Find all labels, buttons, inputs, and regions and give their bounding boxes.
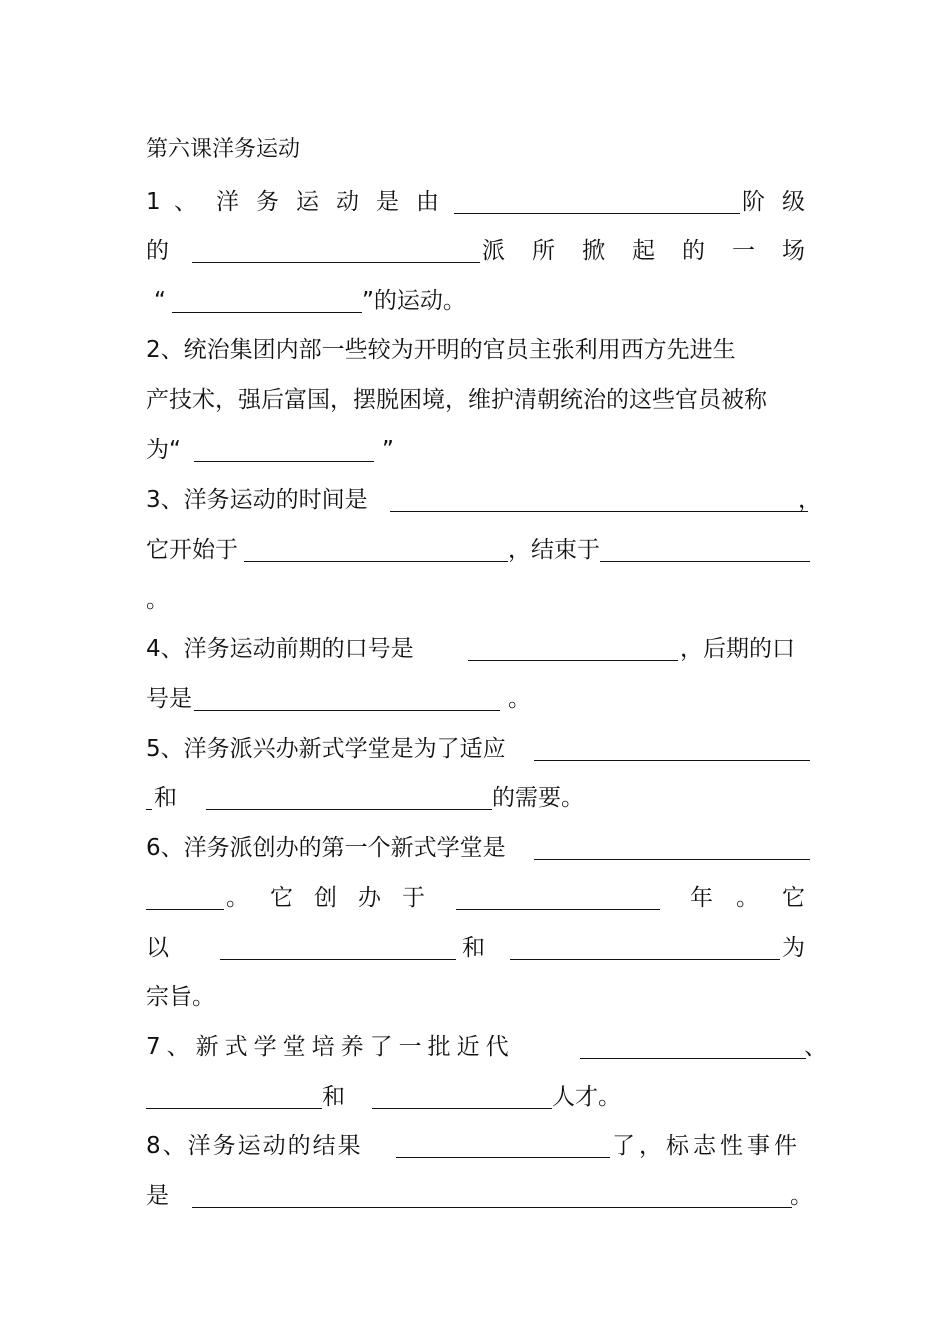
- q1-char: 洋: [216, 189, 239, 215]
- answer-blank[interactable]: [454, 182, 740, 214]
- q8-text: 了，标志性事件: [612, 1133, 801, 1159]
- q1-char: 动: [336, 189, 359, 215]
- q8-punct: 。: [790, 1183, 813, 1209]
- q2-text: 为“: [146, 437, 181, 463]
- q6-text: 6、洋务派创办的第一个新式学堂是: [146, 835, 506, 861]
- q1-char: 是: [376, 189, 399, 215]
- q7-text: 7、新式学堂培养了一批近代: [146, 1034, 515, 1060]
- q2-text: 产技术，强后富国，摆脱困境，维护清朝统治的这些官员被称: [146, 387, 767, 413]
- q1-char: 级: [782, 189, 805, 215]
- q3-text: 3、洋务运动的时间是: [146, 487, 368, 513]
- q4-punct: 。: [508, 686, 531, 712]
- q1-char: 阶: [742, 189, 765, 215]
- q4-line-2: [146, 679, 810, 719]
- q4-text: 4、洋务运动前期的口号是: [146, 636, 414, 662]
- q5-text: 5、洋务派兴办新式学堂是为了适应: [146, 736, 506, 762]
- q3-punct: ，: [798, 487, 821, 513]
- answer-blank[interactable]: [534, 828, 810, 860]
- q2-line-2: [146, 380, 810, 420]
- q1-char: 运: [296, 189, 319, 215]
- q6-char: 和: [462, 935, 485, 961]
- q6-char: 它: [270, 885, 293, 911]
- answer-blank[interactable]: [220, 928, 456, 960]
- q1-char: 起: [632, 238, 655, 264]
- q1-char: 场: [782, 238, 805, 264]
- q1-char: 一: [732, 238, 755, 264]
- q6-char: 年: [690, 885, 713, 911]
- answer-blank[interactable]: [146, 878, 224, 910]
- q1-char: 的: [146, 238, 169, 264]
- lesson-title: 第六课洋务运动: [146, 137, 301, 162]
- q1-punct: 、: [174, 189, 197, 215]
- q7-text: 和: [322, 1084, 345, 1110]
- q6-line-4: [146, 977, 810, 1017]
- answer-blank[interactable]: [510, 928, 780, 960]
- quote-open: “: [154, 288, 166, 314]
- q3-line-2: [146, 530, 810, 570]
- q1-char: 派: [482, 238, 505, 264]
- q6-punct: 。: [226, 885, 249, 911]
- q1-line-1: [146, 182, 810, 222]
- q5-text: 的需要。: [492, 785, 584, 811]
- q1-char: 所: [532, 238, 555, 264]
- answer-blank[interactable]: [194, 430, 374, 462]
- q5-line-1: [146, 729, 810, 769]
- q1-char: 掀: [582, 238, 605, 264]
- answer-blank[interactable]: [146, 1077, 322, 1109]
- answer-blank[interactable]: [192, 231, 480, 263]
- q6-char: 办: [358, 885, 381, 911]
- q6-line-1: [146, 828, 810, 868]
- answer-blank[interactable]: [194, 679, 500, 711]
- answer-blank[interactable]: [244, 530, 508, 562]
- q6-line-3: [146, 928, 810, 968]
- answer-blank[interactable]: [468, 629, 678, 661]
- q3-line-3: [146, 580, 810, 620]
- q1-line-2: [146, 231, 810, 271]
- q2-line-3: [146, 430, 810, 470]
- q1-char: 务: [256, 189, 279, 215]
- answer-blank[interactable]: [534, 729, 810, 761]
- q6-text: 宗旨。: [146, 984, 215, 1010]
- q6-punct: 。: [736, 885, 759, 911]
- q5-text: 和: [154, 785, 177, 811]
- q4-line-1: [146, 629, 810, 669]
- q6-line-2: [146, 878, 810, 918]
- q6-char: 于: [402, 885, 425, 911]
- q7-text: 人才。: [552, 1084, 621, 1110]
- answer-blank[interactable]: [390, 480, 808, 512]
- answer-blank[interactable]: [396, 1126, 610, 1158]
- q6-char: 为: [782, 935, 805, 961]
- q8-line-1: [146, 1126, 810, 1166]
- q3-text: ，结束于: [508, 537, 600, 563]
- q1-number: 1: [146, 189, 161, 215]
- q1-char: 的: [682, 238, 705, 264]
- q3-text: 它开始于: [146, 537, 238, 563]
- answer-blank[interactable]: [600, 530, 810, 562]
- q8-text: 是: [146, 1183, 169, 1209]
- q7-punct: 、: [804, 1034, 827, 1060]
- q2-text: 2、统治集团内部一些较为开明的官员主张利用西方先进生: [146, 337, 736, 363]
- q1-char: 由: [416, 189, 439, 215]
- answer-blank[interactable]: [580, 1027, 806, 1059]
- q6-char: 创: [314, 885, 337, 911]
- answer-blank[interactable]: [172, 281, 362, 313]
- answer-blank[interactable]: [456, 878, 660, 910]
- answer-blank[interactable]: [192, 1176, 792, 1208]
- q6-char: 它: [782, 885, 805, 911]
- q4-text: 号是: [146, 686, 192, 712]
- q7-line-2: [146, 1077, 810, 1117]
- quote-close: ”: [382, 437, 394, 463]
- q3-line-1: [146, 480, 821, 520]
- q8-line-2: [146, 1176, 813, 1216]
- q6-char: 以: [146, 935, 169, 961]
- answer-blank[interactable]: [146, 778, 152, 810]
- answer-blank[interactable]: [372, 1077, 552, 1109]
- q1-line-3: [146, 281, 810, 321]
- q2-line-1: [146, 330, 810, 370]
- q3-punct: 。: [146, 587, 169, 613]
- q4-text: ，后期的口: [680, 636, 795, 662]
- q7-line-1: [146, 1027, 827, 1067]
- q8-text: 8、洋务运动的结果: [146, 1133, 363, 1159]
- answer-blank[interactable]: [206, 778, 492, 810]
- q1-tail: ”的运动。: [362, 288, 466, 314]
- q5-line-2: [146, 778, 810, 818]
